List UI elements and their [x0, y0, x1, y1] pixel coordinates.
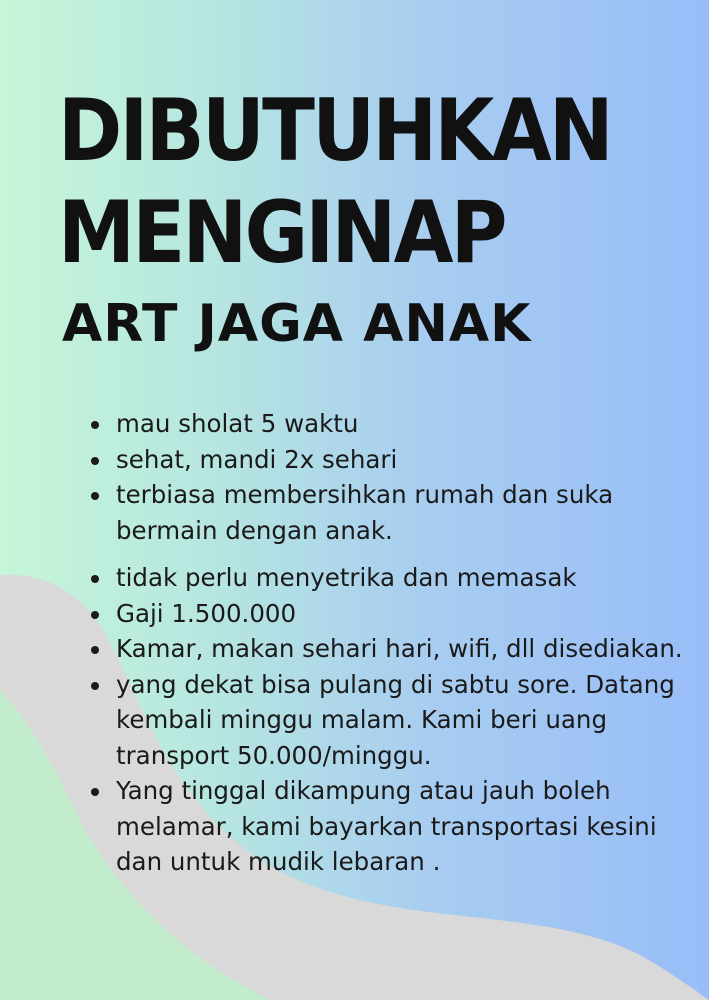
title-line-2: MENGINAP: [58, 183, 505, 283]
list-item: [88, 406, 688, 442]
list-item: [88, 773, 688, 880]
bullet-icon: [91, 646, 99, 654]
list-item-text: Kamar, makan sehari hari, wifi, dll disediakan.: [116, 634, 683, 663]
bullet-icon: [91, 575, 99, 583]
list-item-text: Yang tinggal dikampung atau jauh boleh melamar, kami bayarkan transportasi kesini dan untuk mudik lebaran .: [116, 776, 657, 876]
requirements-list: [88, 406, 688, 880]
list-item-text: tidak perlu menyetrika dan memasak: [116, 563, 577, 592]
title-line-1: DIBUTUHKAN: [58, 81, 611, 181]
subtitle: ART JAGA ANAK: [62, 294, 532, 354]
bullet-icon: [91, 611, 99, 619]
list-item: [88, 442, 688, 478]
list-item: [88, 596, 688, 632]
list-item-text: sehat, mandi 2x sehari: [116, 444, 398, 474]
bullet-icon: [91, 421, 99, 429]
list-item: [88, 477, 688, 548]
list-item: [88, 560, 688, 596]
bullet-icon: [91, 788, 99, 796]
list-item-text: terbiasa membersihkan rumah dan suka bermain dengan anak.: [116, 480, 614, 545]
list-item: [88, 667, 688, 774]
bullet-icon: [91, 457, 99, 465]
list-item-text: mau sholat 5 waktu: [116, 409, 359, 438]
bullet-icon: [91, 492, 99, 500]
bullet-icon: [91, 682, 99, 690]
list-item-text: yang dekat bisa pulang di sabtu sore. Datang kembali minggu malam. Kami beri uang transport 50.000/minggu.: [116, 669, 675, 770]
list-item: [88, 631, 688, 667]
list-item-text: Gaji 1.500.000: [116, 598, 297, 628]
